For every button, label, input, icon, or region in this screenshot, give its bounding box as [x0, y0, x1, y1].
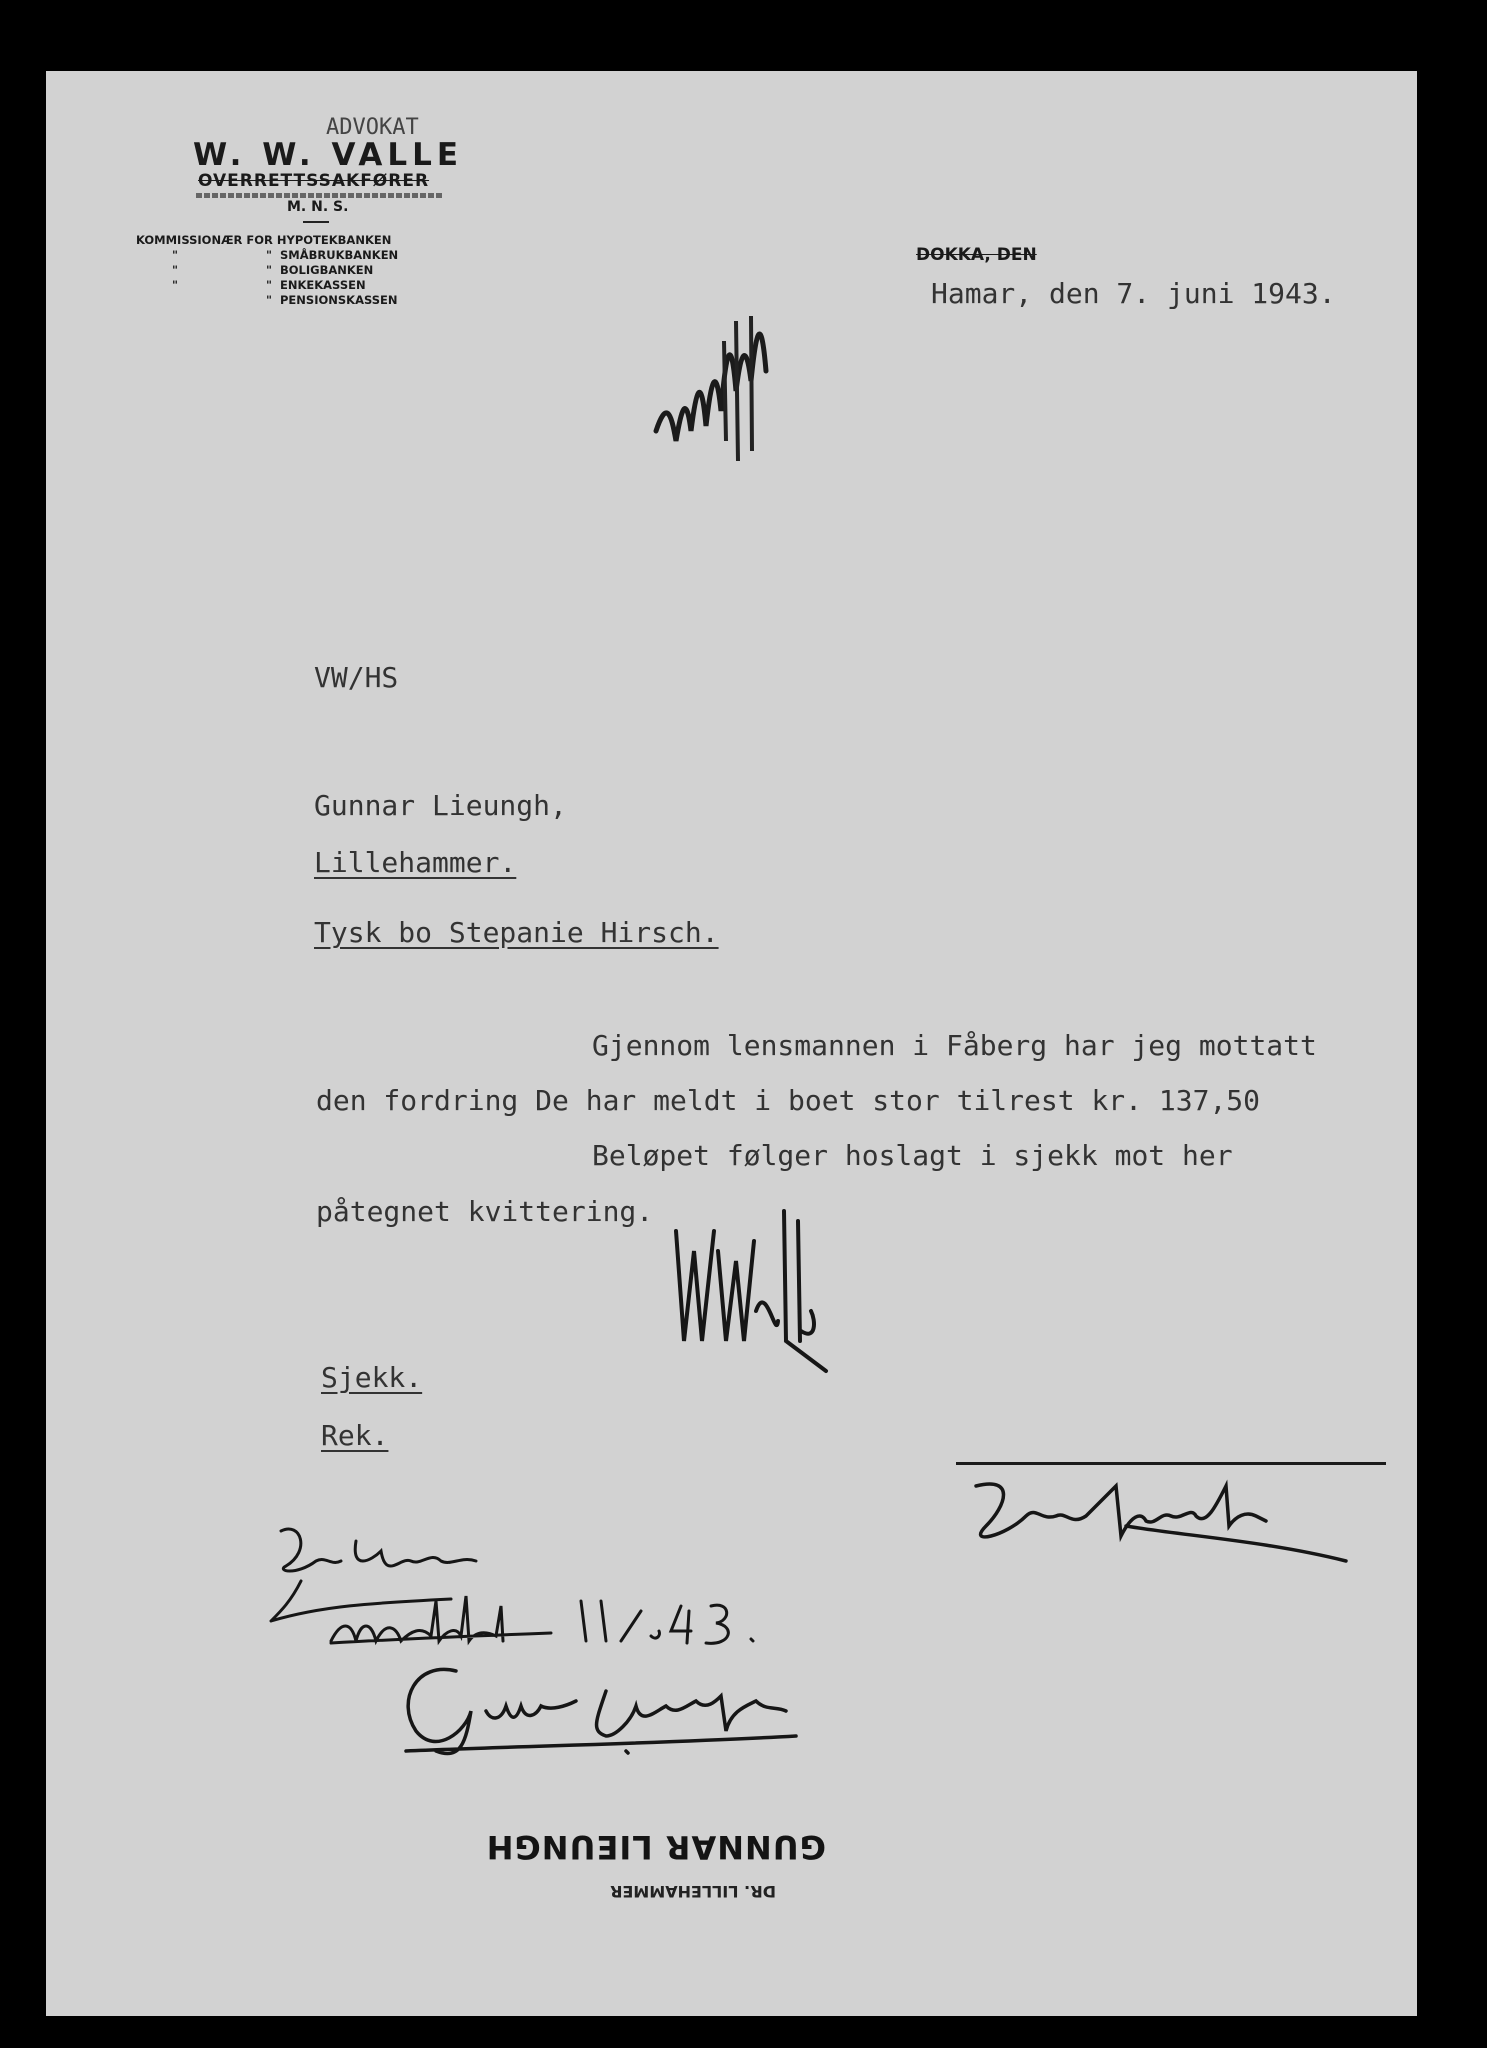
top-scribble-mark — [626, 291, 806, 471]
commission-bank: SMÅBRUKBANKEN — [280, 248, 399, 262]
date-line: Hamar, den 7. juni 1943. — [931, 277, 1336, 310]
place-printed: DOKKA, DEN — [916, 245, 1037, 265]
letterhead-commission-intro: KOMMISSIONÆR FOR HYPOTEKBANKEN — [136, 233, 392, 247]
signature-lieungh — [376, 1651, 876, 1771]
stamp-line-2: DR. LILLEHAMMER — [610, 1882, 776, 1901]
commission-row-1 — [172, 248, 398, 262]
rubber-stamp — [406, 1811, 846, 1921]
ditto-mark: " — [172, 263, 178, 277]
letterhead-divider — [303, 221, 329, 223]
commission-row-3 — [172, 278, 366, 292]
commission-row-4 — [172, 293, 398, 307]
commission-bank: PENSIONSKASSEN — [280, 293, 398, 307]
recipient-name: Gunnar Lieungh, — [314, 789, 567, 822]
letter-page — [46, 71, 1417, 2016]
body-line-1: Gjennom lensmannen i Fåberg har jeg mottatt — [592, 1029, 1317, 1062]
signature-valle — [666, 1191, 836, 1381]
recipient-city: Lillehammer. — [314, 846, 517, 879]
subject-line: Tysk bo Stepanie Hirsch. — [314, 916, 719, 949]
ditto-mark: " — [172, 278, 178, 292]
ditto-mark: " — [172, 248, 178, 262]
commission-bank: ENKEKASSEN — [280, 278, 366, 292]
handwritten-receipt-line2 — [321, 1581, 801, 1661]
commission-row-2 — [172, 263, 373, 277]
ditto-mark: " — [266, 278, 272, 292]
signature-line-right — [956, 1462, 1386, 1465]
enclosure-rek: Rek. — [321, 1419, 389, 1452]
reference-initials: VW/HS — [314, 661, 399, 694]
commission-bank: BOLIGBANKEN — [280, 263, 374, 277]
ditto-mark: " — [266, 263, 272, 277]
letterhead-profession: OVERRETTSSAKFØRER — [198, 171, 430, 191]
body-line-4: påtegnet kvittering. — [316, 1195, 654, 1228]
enclosure-sjekk: Sjekk. — [321, 1361, 423, 1394]
letterhead-society: M. N. S. — [287, 199, 349, 215]
ditto-mark: " — [266, 248, 272, 262]
letterhead-strikeout-line — [196, 193, 444, 198]
body-line-3: Beløpet følger hoslagt i sjekk mot her — [592, 1139, 1233, 1172]
body-line-2: den fordring De har meldt i boet stor tilrest kr. 137,50 — [316, 1084, 1261, 1117]
ditto-mark: " — [266, 293, 272, 307]
stamp-line-1: GUNNAR LIEUNGH — [485, 1828, 826, 1866]
letterhead-advokat: ADVOKAT — [326, 115, 419, 140]
letterhead-name: W. W. VALLE — [193, 137, 464, 173]
signature-right — [946, 1466, 1366, 1576]
